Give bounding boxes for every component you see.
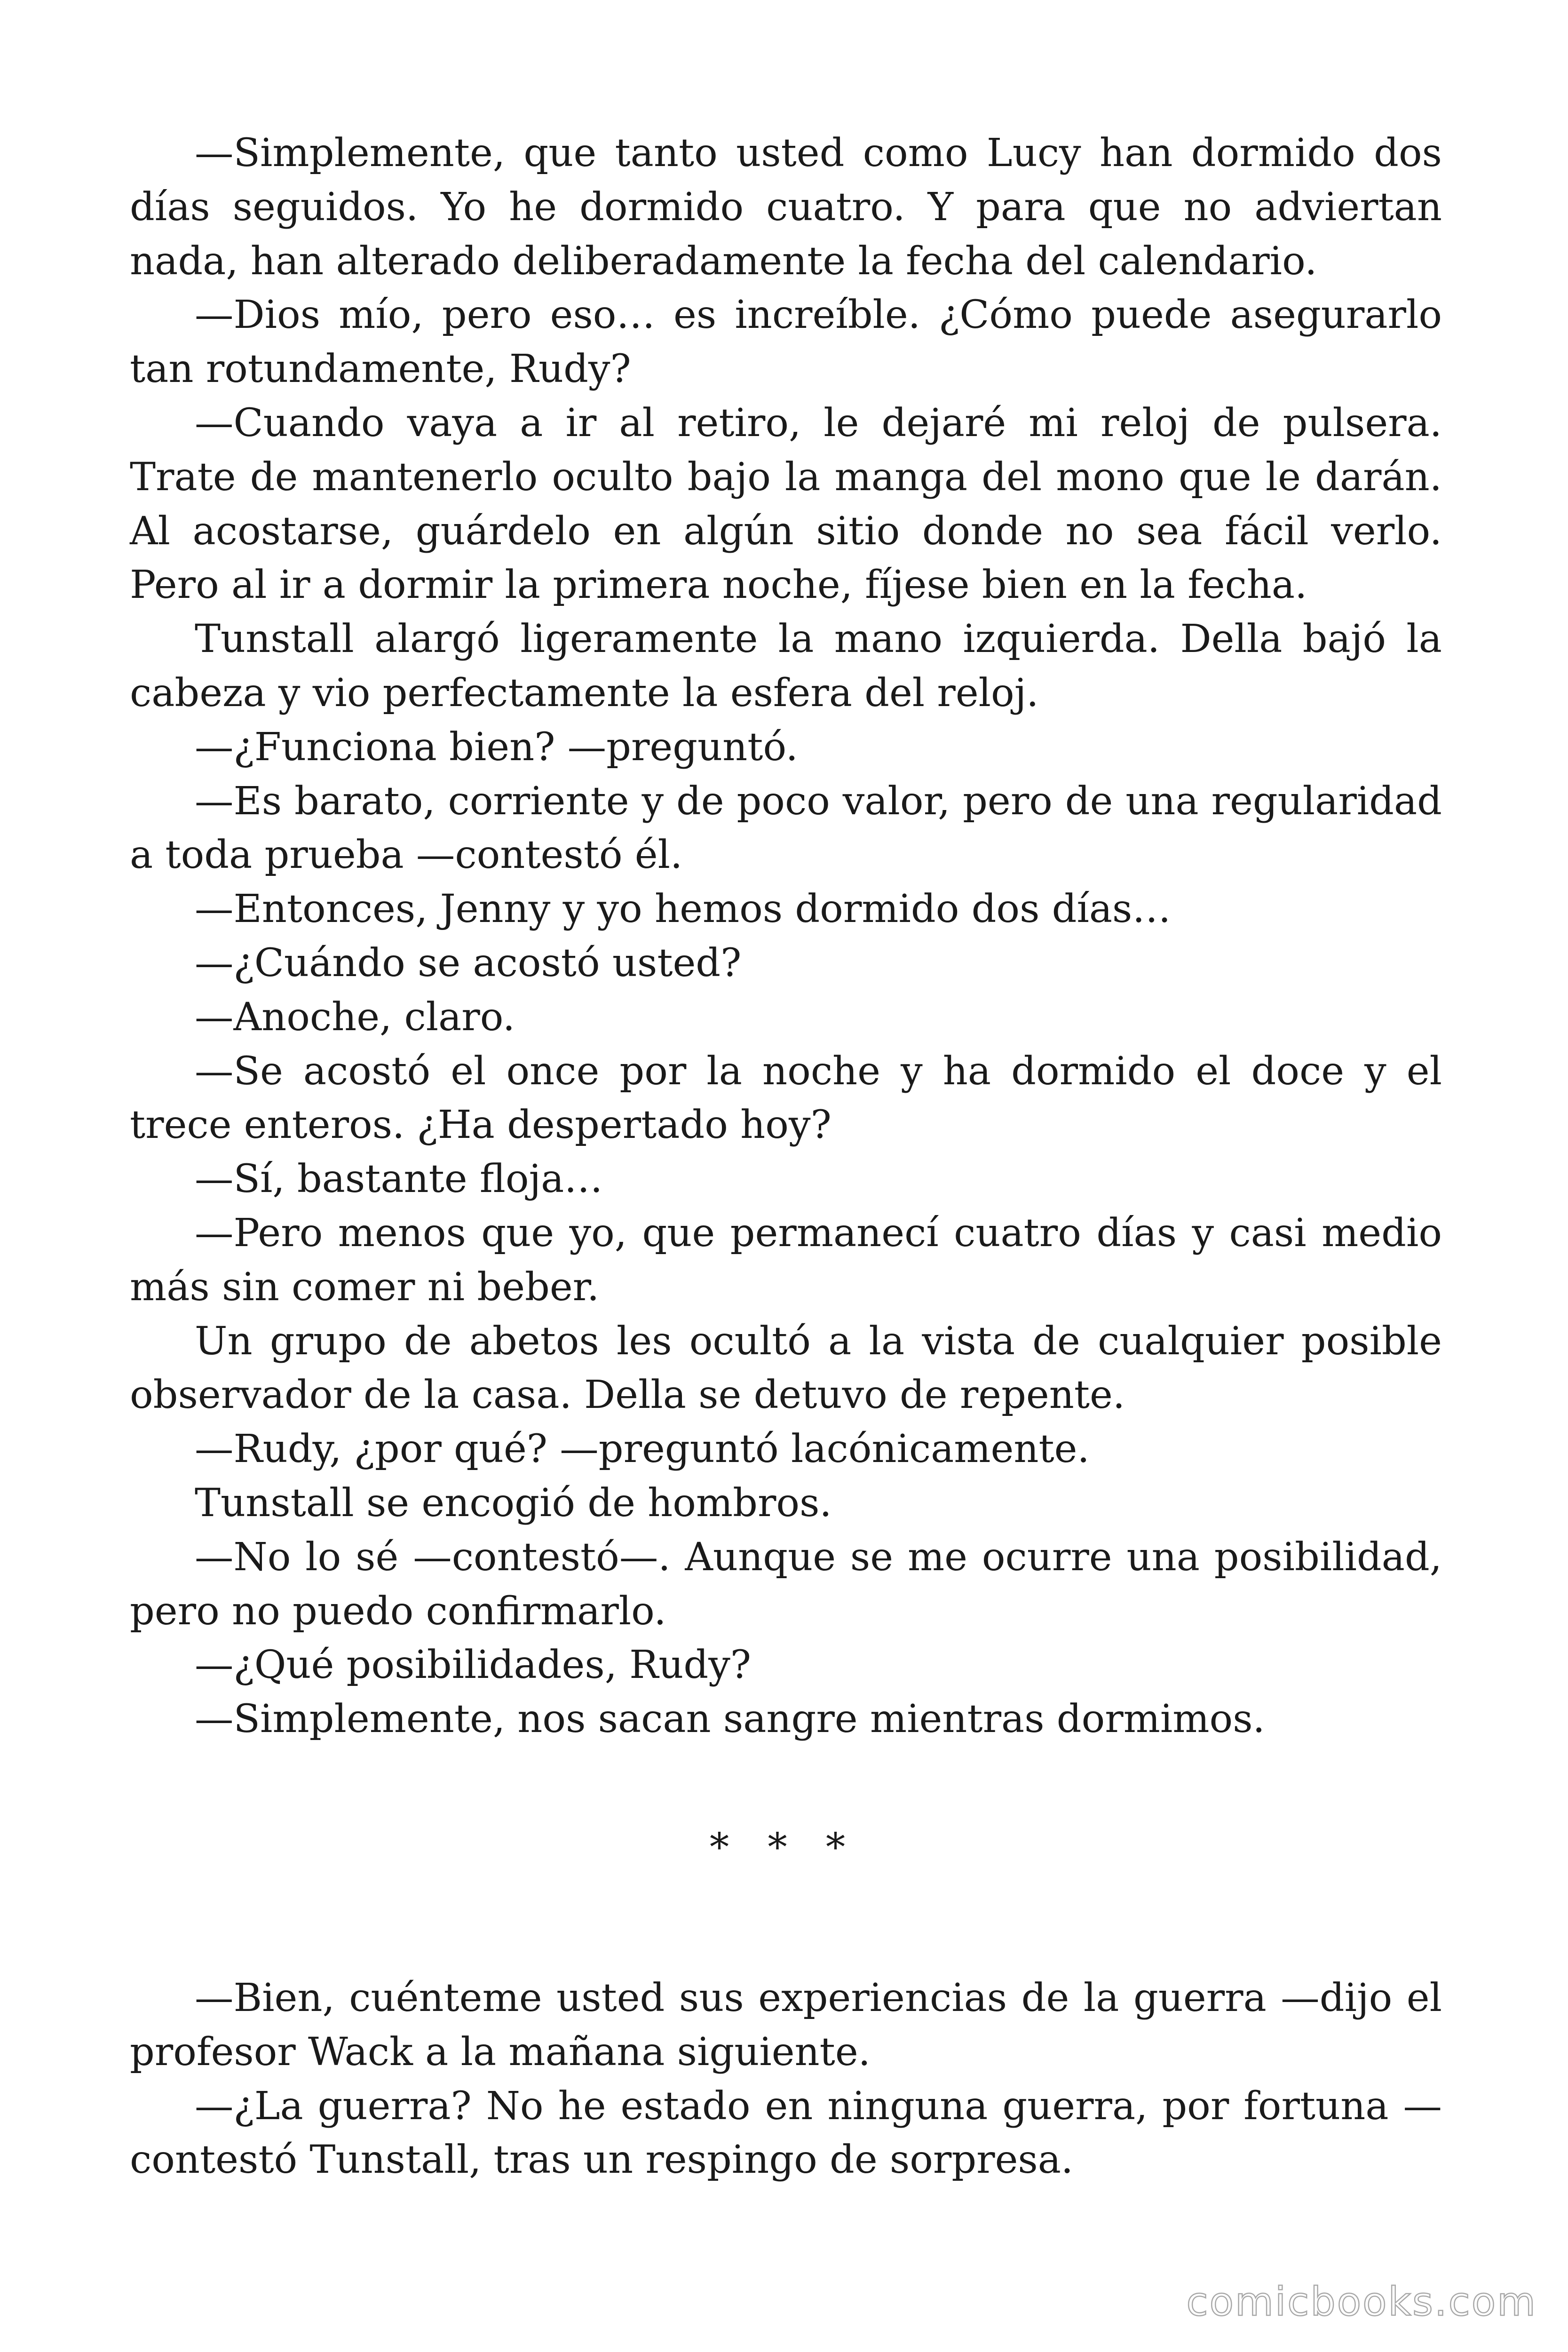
paragraph: —Entonces, Jenny y yo hemos dormido dos días…: [195, 886, 1171, 932]
paragraph: —Cuando vaya a ir al retiro, le dejaré mi reloj de pulsera. Trate de mantenerlo oculto bajo la manga del mono que le darán. Al acostarse, guárdelo en algún sitio donde no sea fácil verlo. Pero al ir a dormir la primera noche, fíjese bien en la fecha.: [130, 400, 1442, 608]
paragraph: —Simplemente, que tanto usted como Lucy han dormido dos días seguidos. Yo he dormido cuatro. Y para que no adviertan nada, han alterado deliberadamente la fecha del calendario.: [130, 130, 1442, 284]
paragraph: —Sí, bastante floja…: [195, 1156, 603, 1202]
paragraph: —Rudy, ¿por qué? —preguntó lacónicamente.: [195, 1426, 1090, 1472]
paragraph: —¿Cuándo se acostó usted?: [195, 940, 742, 985]
scene-break: * * *: [709, 1825, 859, 1870]
paragraph: —Dios mío, pero eso… es increíble. ¿Cómo puede asegurarlo tan rotundamente, Rudy?: [130, 292, 1442, 392]
paragraph: Tunstall alargó ligeramente la mano izquierda. Della bajó la cabeza y vio perfectamente la esfera del reloj.: [130, 616, 1442, 715]
paragraph: —Simplemente, nos sacan sangre mientras dormimos.: [195, 1696, 1265, 1742]
body-text-part2: [130, 1971, 1442, 2187]
paragraph: —Se acostó el once por la noche y ha dormido el doce y el trece enteros. ¿Ha despertado hoy?: [130, 1048, 1442, 1148]
paragraph: —Pero menos que yo, que permanecí cuatro días y casi medio más sin comer ni beber.: [130, 1210, 1442, 1310]
paragraph: —¿Funciona bien? —preguntó.: [195, 724, 798, 770]
paragraph: —Anoche, claro.: [195, 994, 515, 1040]
body-text-part1: [130, 126, 1442, 1746]
paragraph: —¿La guerra? No he estado en ninguna guerra, por fortuna — contestó Tunstall, tras un respingo de sorpresa.: [130, 2083, 1442, 2183]
paragraph: —No lo sé —contestó—. Aunque se me ocurre una posibilidad, pero no puedo confirmarlo.: [130, 1534, 1442, 1634]
paragraph: —¿Qué posibilidades, Rudy?: [195, 1642, 752, 1688]
watermark: comicbooks.com: [1186, 2279, 1537, 2325]
paragraph: Un grupo de abetos les ocultó a la vista de cualquier posible observador de la casa. Della se detuvo de repente.: [130, 1318, 1442, 1418]
paragraph: —Bien, cuénteme usted sus experiencias de la guerra —dijo el profesor Wack a la mañana siguiente.: [130, 1975, 1442, 2074]
paragraph: —Es barato, corriente y de poco valor, pero de una regularidad a toda prueba —contestó él.: [130, 778, 1442, 878]
paragraph: Tunstall se encogió de hombros.: [195, 1480, 832, 1526]
